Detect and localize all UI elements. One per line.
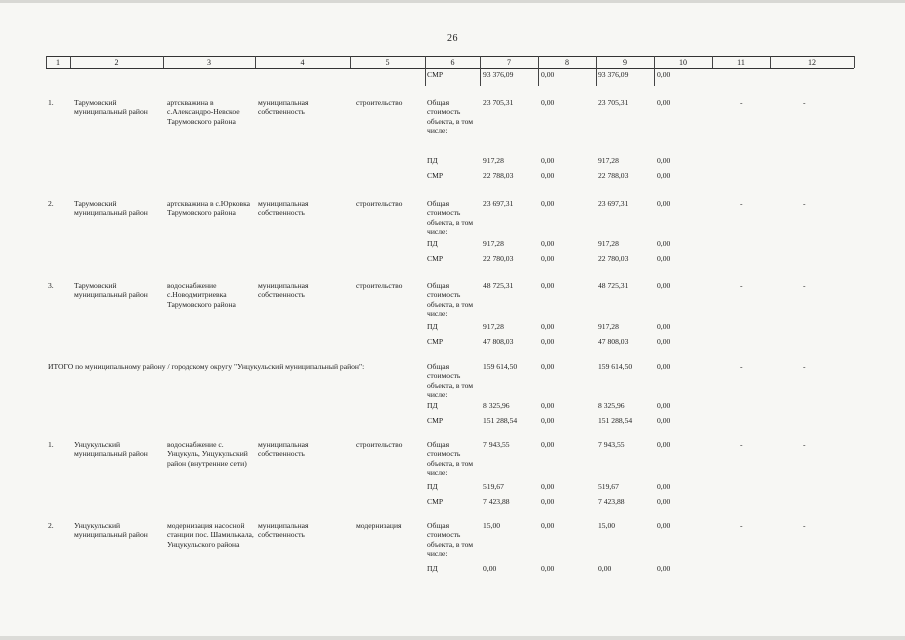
ownership-cell: муниципальная собственность bbox=[258, 281, 309, 300]
dash-cell: - bbox=[803, 362, 806, 371]
value-cell: 0,00 bbox=[657, 362, 671, 371]
value-cell: 7 423,88 bbox=[483, 497, 510, 506]
value-cell: 0,00 bbox=[541, 416, 555, 425]
value-cell: 159 614,50 bbox=[483, 362, 518, 371]
total-label: Общая стоимость объекта, в том числе: bbox=[427, 98, 474, 136]
value-cell: 917,28 bbox=[598, 239, 619, 248]
value-cell: 23 697,31 bbox=[483, 199, 514, 208]
value-cell: 0,00 bbox=[541, 254, 555, 263]
dash-cell: - bbox=[740, 281, 743, 290]
pd-label: ПД bbox=[427, 156, 438, 165]
value-cell: 7 943,55 bbox=[483, 440, 510, 449]
column-header-9: 9 bbox=[623, 58, 627, 67]
dash-cell: - bbox=[740, 362, 743, 371]
value-cell: 15,00 bbox=[483, 521, 501, 530]
district-cell: Тарумовский муниципальный район bbox=[74, 199, 148, 218]
value-cell: 151 288,54 bbox=[598, 416, 633, 425]
value-cell: 0,00 bbox=[541, 440, 555, 449]
row-number: 1. bbox=[48, 98, 54, 107]
row-number: 3. bbox=[48, 281, 54, 290]
smr-label: СМР bbox=[427, 254, 444, 263]
itogo-label: ИТОГО по муниципальному району / городскому округу "Унцукульский муниципальный район": bbox=[48, 362, 365, 371]
page-number: 26 bbox=[447, 33, 458, 44]
total-label: Общая стоимость объекта, в том числе: bbox=[427, 521, 474, 559]
ownership-cell: муниципальная собственность bbox=[258, 98, 309, 117]
total-label: Общая стоимость объекта, в том числе: bbox=[427, 362, 474, 400]
value-cell: 0,00 bbox=[541, 98, 555, 107]
value-cell: 22 780,03 bbox=[598, 254, 629, 263]
column-header-7: 7 bbox=[507, 58, 511, 67]
value-cell: 0,00 bbox=[541, 482, 555, 491]
header-divider bbox=[854, 56, 855, 68]
smr-label: СМР bbox=[427, 416, 444, 425]
column-header-4: 4 bbox=[300, 58, 305, 67]
object-cell: водоснабжение с. Унцукуль, Унцукульский район (внутренние сети) bbox=[167, 440, 248, 468]
value-cell: 0,00 bbox=[541, 401, 555, 410]
district-cell: Тарумовский муниципальный район bbox=[74, 281, 148, 300]
total-label: Общая стоимость объекта, в том числе: bbox=[427, 281, 474, 319]
value-cell: 0,00 bbox=[483, 564, 497, 573]
value-cell: 0,00 bbox=[657, 416, 671, 425]
dash-cell: - bbox=[803, 199, 806, 208]
column-header-1: 1 bbox=[56, 58, 60, 67]
value-cell: 917,28 bbox=[598, 156, 619, 165]
object-cell: модернизация насосной станции пос. Шамилькала, Унцукульского района bbox=[167, 521, 254, 549]
dash-cell: - bbox=[740, 440, 743, 449]
value-cell: 8 325,96 bbox=[598, 401, 625, 410]
value-cell: 151 288,54 bbox=[483, 416, 518, 425]
value-cell: 0,00 bbox=[657, 482, 671, 491]
smr-label: СМР bbox=[427, 497, 444, 506]
value-cell: 7 423,88 bbox=[598, 497, 625, 506]
value-cell: 0,00 bbox=[541, 521, 555, 530]
value-cell: 519,67 bbox=[483, 482, 504, 491]
value-cell: 93 376,09 bbox=[483, 70, 514, 79]
district-cell: Тарумовский муниципальный район bbox=[74, 98, 148, 117]
value-cell: 22 780,03 bbox=[483, 254, 514, 263]
pd-label: ПД bbox=[427, 401, 438, 410]
value-cell: 0,00 bbox=[657, 171, 671, 180]
value-cell: 0,00 bbox=[598, 564, 612, 573]
district-cell: Унцукульский муниципальный район bbox=[74, 521, 148, 540]
value-cell: 0,00 bbox=[541, 564, 555, 573]
row-number: 2. bbox=[48, 521, 54, 530]
value-cell: 0,00 bbox=[541, 322, 555, 331]
smr-label: СМР bbox=[427, 171, 444, 180]
work-type-cell: строительство bbox=[356, 98, 403, 107]
pd-label: ПД bbox=[427, 239, 438, 248]
ownership-cell: муниципальная собственность bbox=[258, 521, 309, 540]
value-cell: 48 725,31 bbox=[483, 281, 514, 290]
value-cell: 0,00 bbox=[657, 337, 671, 346]
dash-cell: - bbox=[740, 199, 743, 208]
value-cell: 917,28 bbox=[483, 322, 504, 331]
column-header-2: 2 bbox=[114, 58, 119, 67]
work-type-cell: строительство bbox=[356, 199, 403, 208]
dash-cell: - bbox=[803, 281, 806, 290]
column-header-10: 10 bbox=[679, 58, 687, 67]
value-cell: 0,00 bbox=[657, 401, 671, 410]
smr-label: СМР bbox=[427, 70, 444, 79]
pd-label: ПД bbox=[427, 322, 438, 331]
object-cell: артскважина в с.Юрковка Тарумовского района bbox=[167, 199, 251, 218]
value-cell: 0,00 bbox=[541, 362, 555, 371]
value-cell: 0,00 bbox=[541, 171, 555, 180]
value-cell: 0,00 bbox=[541, 281, 555, 290]
column-header-6: 6 bbox=[450, 58, 455, 67]
row-number: 1. bbox=[48, 440, 54, 449]
work-type-cell: модернизация bbox=[356, 521, 402, 530]
scan-edge-top bbox=[0, 0, 905, 3]
value-cell: 0,00 bbox=[657, 281, 671, 290]
header-bottom-border bbox=[46, 68, 854, 69]
value-cell: 47 808,03 bbox=[483, 337, 514, 346]
column-header-3: 3 bbox=[207, 58, 211, 67]
value-cell: 0,00 bbox=[657, 564, 671, 573]
object-cell: артскважина в с.Александро-Невское Тарумовского района bbox=[167, 98, 240, 126]
column-header-11: 11 bbox=[737, 58, 745, 67]
value-cell: 519,67 bbox=[598, 482, 619, 491]
value-cell: 0,00 bbox=[541, 70, 555, 79]
pd-label: ПД bbox=[427, 564, 438, 573]
object-cell: водоснабжение с.Новодмитриевка Тарумовского района bbox=[167, 281, 236, 309]
smr-label: СМР bbox=[427, 337, 444, 346]
column-header-8: 8 bbox=[565, 58, 569, 67]
value-cell: 23 705,31 bbox=[483, 98, 514, 107]
value-cell: 0,00 bbox=[657, 521, 671, 530]
ownership-cell: муниципальная собственность bbox=[258, 199, 309, 218]
value-cell: 48 725,31 bbox=[598, 281, 629, 290]
value-cell: 93 376,09 bbox=[598, 70, 629, 79]
value-cell: 0,00 bbox=[657, 497, 671, 506]
district-cell: Унцукульский муниципальный район bbox=[74, 440, 148, 459]
value-cell: 0,00 bbox=[657, 156, 671, 165]
pd-label: ПД bbox=[427, 482, 438, 491]
value-cell: 0,00 bbox=[657, 322, 671, 331]
value-cell: 22 788,03 bbox=[598, 171, 629, 180]
dash-cell: - bbox=[803, 440, 806, 449]
total-label: Общая стоимость объекта, в том числе: bbox=[427, 440, 474, 478]
value-cell: 23 697,31 bbox=[598, 199, 629, 208]
value-cell: 0,00 bbox=[541, 239, 555, 248]
scan-edge-bottom bbox=[0, 636, 905, 640]
value-cell: 0,00 bbox=[657, 239, 671, 248]
value-cell: 22 788,03 bbox=[483, 171, 514, 180]
work-type-cell: строительство bbox=[356, 281, 403, 290]
value-cell: 7 943,55 bbox=[598, 440, 625, 449]
value-cell: 0,00 bbox=[541, 156, 555, 165]
column-header-5: 5 bbox=[385, 58, 390, 67]
value-cell: 8 325,96 bbox=[483, 401, 510, 410]
value-cell: 917,28 bbox=[483, 156, 504, 165]
value-cell: 0,00 bbox=[657, 254, 671, 263]
value-cell: 917,28 bbox=[598, 322, 619, 331]
value-cell: 47 808,03 bbox=[598, 337, 629, 346]
value-cell: 0,00 bbox=[541, 337, 555, 346]
value-cell: 159 614,50 bbox=[598, 362, 633, 371]
value-cell: 15,00 bbox=[598, 521, 616, 530]
value-cell: 0,00 bbox=[657, 440, 671, 449]
value-cell: 0,00 bbox=[657, 70, 671, 79]
total-label: Общая стоимость объекта, в том числе: bbox=[427, 199, 474, 237]
row-number: 2. bbox=[48, 199, 54, 208]
work-type-cell: строительство bbox=[356, 440, 403, 449]
dash-cell: - bbox=[803, 521, 806, 530]
dash-cell: - bbox=[740, 521, 743, 530]
value-cell: 0,00 bbox=[657, 199, 671, 208]
ownership-cell: муниципальная собственность bbox=[258, 440, 309, 459]
value-cell: 23 705,31 bbox=[598, 98, 629, 107]
column-header-12: 12 bbox=[808, 58, 816, 67]
value-cell: 0,00 bbox=[657, 98, 671, 107]
dash-cell: - bbox=[803, 98, 806, 107]
value-cell: 917,28 bbox=[483, 239, 504, 248]
value-cell: 0,00 bbox=[541, 199, 555, 208]
value-cell: 0,00 bbox=[541, 497, 555, 506]
dash-cell: - bbox=[740, 98, 743, 107]
